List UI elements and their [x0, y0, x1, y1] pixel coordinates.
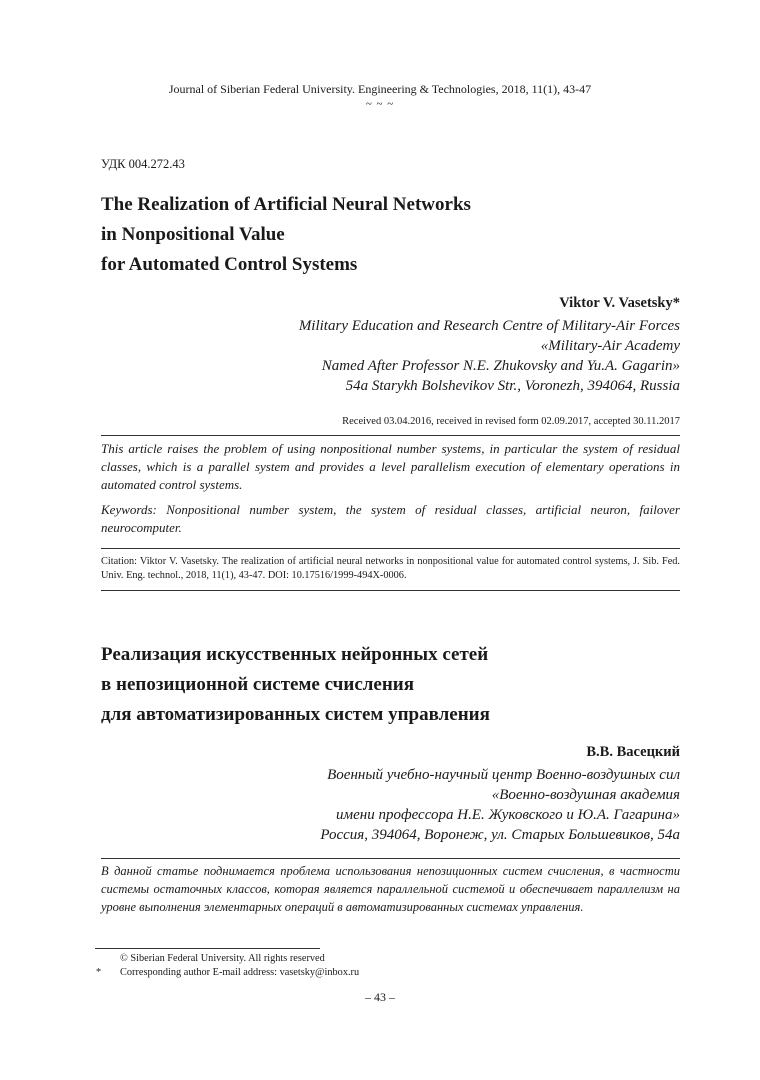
affiliation-line: Россия, 394064, Воронеж, ул. Старых Большевиков, 54а [320, 827, 680, 843]
divider [101, 590, 680, 591]
english-title-line: The Realization of Artificial Neural Networks [101, 194, 471, 215]
affiliation-line: 54a Starykh Bolshevikov Str., Voronezh, 394064, Russia [345, 378, 680, 394]
english-title-line: in Nonpositional Value [101, 224, 285, 245]
header-separator: ~ ~ ~ [365, 98, 395, 110]
english-title-line: for Automated Control Systems [101, 254, 358, 275]
russian-title-line: для автоматизированных систем управления [101, 704, 490, 725]
divider [101, 858, 680, 859]
affiliation-line: Военный учебно-научный центр Военно-воздушных сил [327, 767, 680, 783]
english-title [101, 190, 681, 280]
affiliation-line: имени профессора Н.Е. Жуковского и Ю.А. Гагарина» [336, 807, 680, 823]
footnote-mark: * [96, 967, 102, 978]
english-keywords: Keywords: Nonpositional number system, the system of residual classes, artificial neuron, failover neurocomputer. [101, 502, 680, 535]
english-author: Viktor V. Vasetsky* [559, 295, 680, 311]
affiliation-line: Named After Professor N.E. Zhukovsky and Yu.A. Gagarin» [321, 358, 680, 374]
received-dates: Received 03.04.2016, received in revised form 02.09.2017, accepted 30.11.2017 [342, 416, 680, 427]
copyright-footnote [96, 952, 325, 965]
udc-code: УДК 004.272.43 [101, 157, 185, 171]
english-affiliation [120, 316, 680, 396]
corresponding-author-text: Corresponding author E-mail address: vasetsky@inbox.ru [120, 967, 360, 978]
corresponding-footnote [96, 966, 359, 979]
divider [101, 435, 680, 436]
divider [101, 548, 680, 549]
russian-title [101, 640, 681, 730]
journal-header: Journal of Siberian Federal University. Engineering & Technologies, 2018, 11(1), 43-47 [168, 82, 592, 96]
affiliation-line: Military Education and Research Centre of Military-Air Forces [298, 318, 680, 334]
copyright-text: © Siberian Federal University. All rights reserved [120, 953, 325, 964]
russian-author: В.В. Васецкий [586, 744, 680, 760]
english-abstract: This article raises the problem of using nonpositional number systems, in particular the system of residual classes, which is a parallel system and provides a level parallelism execution of elementary operations in automated control systems. [101, 441, 680, 492]
page-number: – 43 – [365, 990, 395, 1004]
russian-affiliation [60, 765, 680, 845]
russian-title-line: в непозиционной системе счисления [101, 674, 415, 695]
footnote-divider [95, 948, 320, 949]
russian-abstract: В данной статье поднимается проблема использования непозиционных систем счисления, в частности системы остаточных классов, которая является параллельной системой и обеспечивает параллелизм на уровне выполнения элементарных операций в автоматизированных системах управления. [101, 864, 680, 914]
affiliation-line: «Military-Air Academy [540, 338, 680, 354]
russian-title-line: Реализация искусственных нейронных сетей [101, 644, 489, 665]
affiliation-line: «Военно-воздушная академия [491, 787, 680, 803]
citation: Citation: Viktor V. Vasetsky. The realization of artificial neural networks in nonpositional value for automated control systems, J. Sib. Fed. Univ. Eng. technol., 2018, 11(1), 43-47. DOI: 10.17516/1999-494X-0006. [101, 556, 680, 581]
